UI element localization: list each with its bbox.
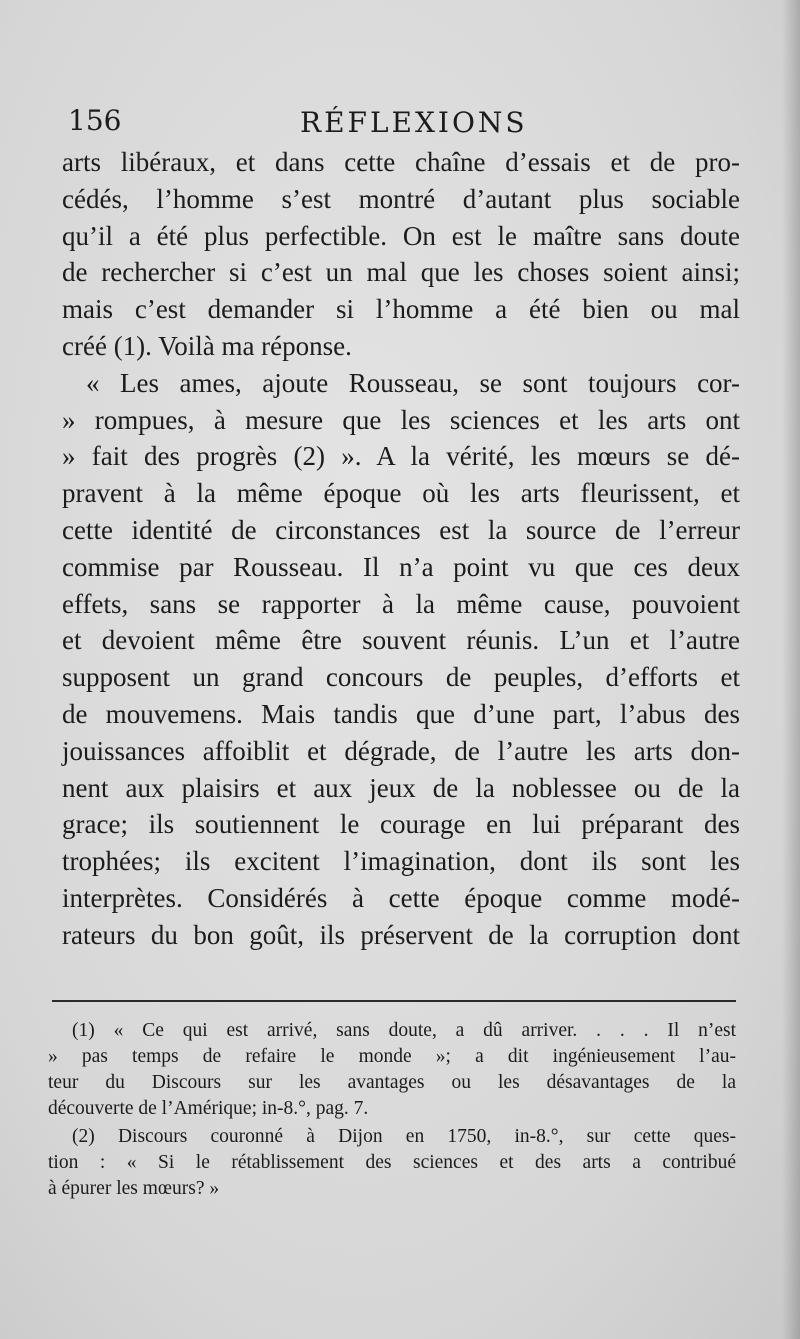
body-line: » rompues, à mesure que les sciences et les arts ont xyxy=(62,404,740,435)
footnote-divider xyxy=(52,1000,736,1002)
body-line: supposent un grand concours de peuples, d’efforts et xyxy=(62,662,740,693)
body-line: qu’il a été plus perfectible. On est le maître sans doute xyxy=(62,220,740,251)
footnote-line: » pas temps de refaire le monde »; a dit ingénieusement l’au- xyxy=(48,1046,736,1067)
body-line: « Les ames, ajoute Rousseau, se sont toujours cor- xyxy=(86,367,740,398)
body-line: créé (1). Voilà ma réponse. xyxy=(62,330,352,361)
running-title: RÉFLEXIONS xyxy=(300,106,528,139)
body-line: rateurs du bon goût, ils préservent de la corruption dont xyxy=(62,919,740,950)
page-header xyxy=(68,104,738,144)
page-gutter-shadow xyxy=(782,0,800,1339)
footnote-line: (2) Discours couronné à Dijon en 1750, in-8.°, sur cette ques- xyxy=(72,1126,736,1147)
body-text xyxy=(62,144,740,954)
body-line: de mouvemens. Mais tandis que d’une part, l’abus des xyxy=(62,698,740,729)
footnote-1 xyxy=(48,1018,736,1122)
footnote-line: (1) « Ce qui est arrivé, sans doute, a dû arriver. . . . Il n’est xyxy=(72,1020,736,1041)
body-line: nent aux plaisirs et aux jeux de la noblessee ou de la xyxy=(62,772,740,803)
body-line: grace; ils soutiennent le courage en lui préparant des xyxy=(62,809,740,840)
page-number: 156 xyxy=(68,104,122,137)
footnotes xyxy=(48,1018,736,1204)
footnote-line: tion : « Si le rétablissement des sciences et des arts a contribué xyxy=(48,1152,736,1173)
footnote-2 xyxy=(48,1124,736,1202)
body-line: mais c’est demander si l’homme a été bien ou mal xyxy=(62,294,740,325)
body-line: interprètes. Considérés à cette époque comme modé- xyxy=(62,882,740,913)
body-line: jouissances affoiblit et dégrade, de l’autre les arts don- xyxy=(62,735,740,766)
body-line: cédés, l’homme s’est montré d’autant plus sociable xyxy=(62,183,740,214)
footnote-line: teur du Discours sur les avantages ou les désavantages de la xyxy=(48,1072,736,1093)
body-line: » fait des progrès (2) ». A la vérité, les mœurs se dé- xyxy=(62,441,740,472)
footnote-line: à épurer les mœurs? » xyxy=(48,1178,220,1199)
body-line: trophées; ils excitent l’imagination, dont ils sont les xyxy=(62,846,740,877)
body-line: de rechercher si c’est un mal que les choses soient ainsi; xyxy=(62,257,740,288)
body-line: arts libéraux, et dans cette chaîne d’essais et de pro- xyxy=(62,147,740,177)
body-line: pravent à la même époque où les arts fleurissent, et xyxy=(62,478,740,509)
body-line: effets, sans se rapporter à la même cause, pouvoient xyxy=(62,588,740,619)
body-line: cette identité de circonstances est la source de l’erreur xyxy=(62,514,740,545)
body-line: commise par Rousseau. Il n’a point vu que ces deux xyxy=(62,551,740,582)
footnote-line: découverte de l’Amérique; in-8.°, pag. 7. xyxy=(48,1098,369,1119)
body-line: et devoient même être souvent réunis. L’un et l’autre xyxy=(62,625,740,656)
